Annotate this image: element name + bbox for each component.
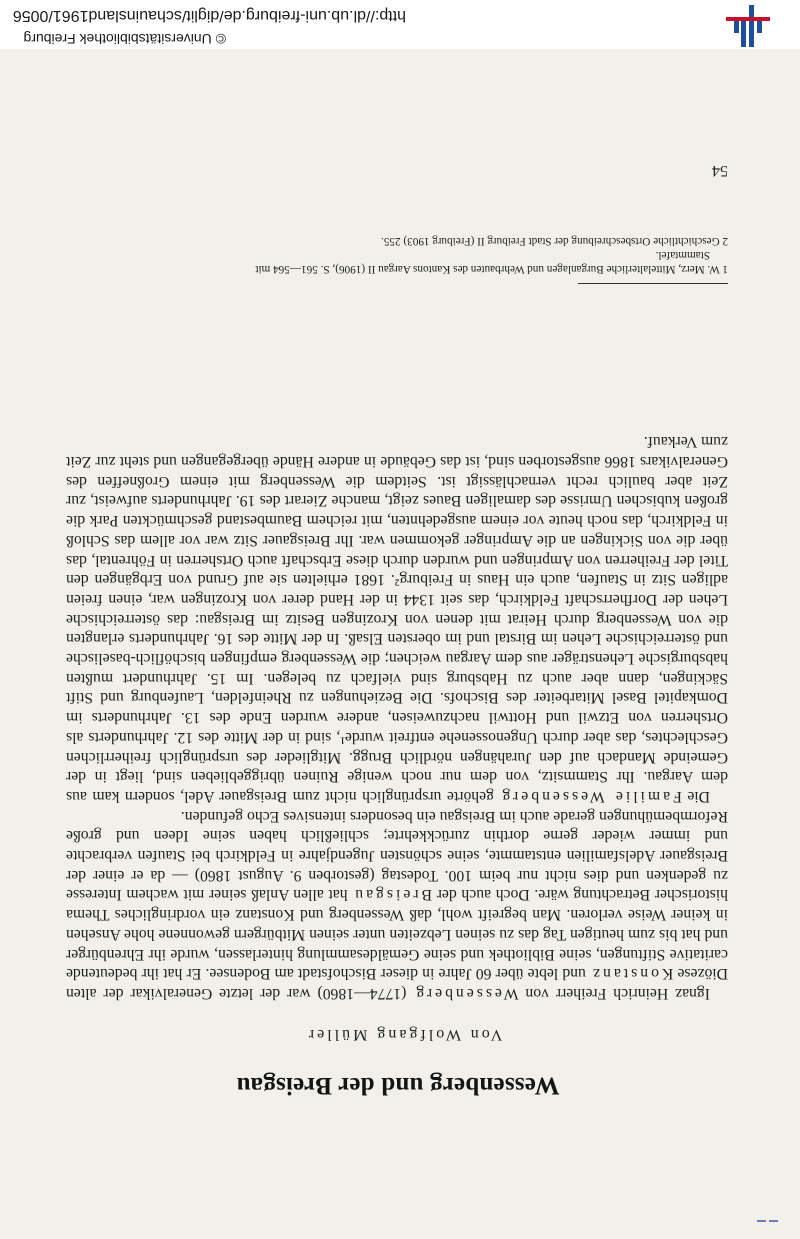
text-run: hat allen Anlaß seiner mit wachem Interesse zu gedenken und dies nicht nur beim 100. Todestag (gestorben 9. August 1860) — da er einer der Breisgauer Adelsfamilien entstammte, seine schönsten Jugendjahre in Feldkirch bei Staufen verbrachte und immer wieder gerne dorthin zurückkehrte; schließlich haben seine Ideen und große Reformbemühungen gerade auch im Breisgau ein besonders intensives Echo gefunden. <box>66 807 728 904</box>
copyright-notice: © Universitätsbibliothek Freiburg <box>23 31 226 47</box>
text-run: gehörte ursprünglich nicht zum Breisgauer Adel, sondern kam aus dem Aargau. Ihr Stammsitz, von dem nur noch wenige Ruinen übriggeblieben sind, liegt in der Gemeinde Mandach auf den Jurahängen nördlich Brugg. Mitglieder des ursprünglich freiherrlichen Geschlechtes, das aber durch Ungenossenehe entfreit wurde¹, sind in der Mitte des 12. Jahrhunderts als Ortsherren von Etzwil und Hottwil nachzuweisen, andere wurden Ende des 13. Jahrhunderts im Domkapitel Basel Mitarbeiter des Bischofs. Die Beziehungen zu Rheinfelden, Laufenburg und Stift Säckingen, dann aber auch zu Habsburg sind vielfach zu belegen. Im 15. Jahrhundert mußten habsburgische Lehensträger aus dem Aargau weichen; die Wessenberg empfingen bischöflich-baselische und österreichische Lehen im Birstal und im obersten Elsaß. In der Mitte des 16. Jahrhunderts erlangten die von Wessenberg durch Heirat mit denen von Krozingen Besitz im Breisgau: das österreichische Lehen der Dorfherrschaft Feldkirch, das seit 1344 in der Hand derer von Krozingen war, einen freien adligen Sitz in Staufen, auch ein Haus in Freiburg². 1681 erhielten sie auf Grund von Erbgängen den Titel der Freiherren von Ampringen und wurden durch diese Erbschaft auch Ortsherren in Föhrental, das über die von Sickingen an die Ampringer gekommen war. Ihr Breisgauer Sitz war vor allem das Schloß in Feldkirch, das noch heute vor einem ausgedehnten, mit reichem Baumbestand geschmückten Park die großen kubischen Umrisse des damaligen Baues zeigt, manche Zierart des 19. Jahrhunderts aufweist, zur Zeit aber baulich recht vernachlässigt ist. Seitdem die Wessenberg mit einem Großneffen des Generalvikars 1866 ausgestorben sind, ist das Gebäude in andere Hände übergegangen und steht zur Zeit zum Verkauf. <box>65 433 728 805</box>
footnote-1: 1 W. Merz, Mittelalterliche Burganlagen und Wehrbauten des Kantons Aargau II (1906), S. 561—564 mit <box>255 263 728 275</box>
article-body <box>66 432 728 1003</box>
page-number: 54 <box>712 162 728 179</box>
footnote-2: 2 Geschichtliche Ortsbeschreibung der Stadt Freiburg II (Freiburg 1903) 255. <box>381 235 728 247</box>
text-run: Die <box>681 787 710 805</box>
document-url[interactable]: http://dl.ub.uni-freiburg.de/diglit/schauinsland1961/0056 <box>12 7 406 24</box>
text-run: und lebte über 60 Jahre in dieser Bischofstadt am Bodensee. Er hat ihr bedeutende caritative Stiftungen, seine Bibliothek und seine Gemäldesammlung hinterlassen, wurde ihr Ehrenbürger und hat bis zum heutigen Tag das zu seinen Lebzeiten unter seinen Mitbürgern gewonnene hohe Ansehen in keiner Weise verloren. Man begreift wohl, daß Wessenberg und Konstanz ein vordringliches Thema historischer Betrachtung wäre. Doch auch der <box>66 886 728 983</box>
spaced-name: Wessenberg <box>413 985 519 1002</box>
spaced-family: Familie Wessenberg <box>499 787 682 805</box>
text-run: (1774—1860) war der letzte Generalvikar der alten Diözese <box>66 965 728 1002</box>
paragraph-2 <box>66 432 728 806</box>
article-title: Wessenberg und der Breisgau <box>236 1072 560 1099</box>
spaced-place: Konstanz <box>590 965 674 983</box>
spaced-region: Breisgau <box>352 886 433 904</box>
document-page <box>0 49 800 1239</box>
footnote-divider <box>578 283 728 284</box>
paragraph-1 <box>66 806 728 1003</box>
footnotes <box>66 234 728 276</box>
article-byline: Von Wolfgang Müller <box>305 1026 503 1043</box>
scan-edge-mark <box>754 1230 778 1233</box>
ub-freiburg-logo-icon <box>726 5 770 47</box>
viewer-header <box>0 0 800 49</box>
text-run: Ignaz Heinrich Freiherr von <box>518 985 710 1002</box>
footnote-1-continuation: Stammtafel. <box>655 249 710 261</box>
